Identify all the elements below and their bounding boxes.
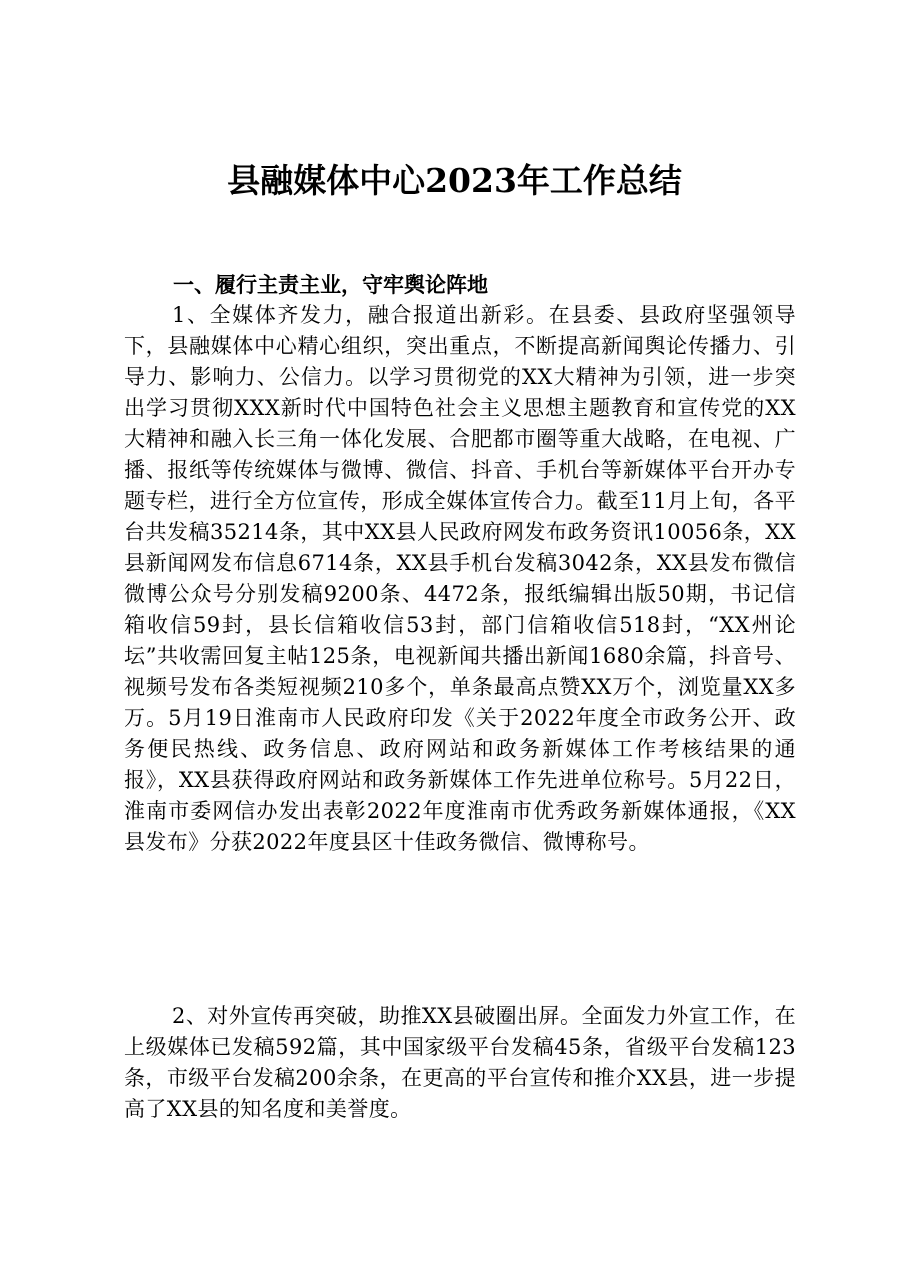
section-heading: 一、履行主责主业，守牢舆论阵地	[173, 273, 488, 297]
document-title: 县融媒体中心2023年工作总结	[227, 161, 682, 200]
paragraph-2: 2、对外宣传再突破，助推XX县破圈出屏。全面发力外宣工作，在上级媒体已发稿592篇，其中国家级平台发稿45条，省级平台发稿123条，市级平台发稿200余条，在更高的平台宣传和推介XX县，进一步提高了XX县的知名度和美誉度。	[124, 1004, 796, 1121]
paragraph-1: 1、全媒体齐发力，融合报道出新彩。在县委、县政府坚强领导下，县融媒体中心精心组织，突出重点，不断提高新闻舆论传播力、引导力、影响力、公信力。以学习贯彻党的XX大精神为引领，进一步突出学习贯彻XXX新时代中国特色社会主义思想主题教育和宣传党的XX大精神和融入长三角一体化发展、合肥都市圈等重大战略，在电视、广播、报纸等传统媒体与微博、微信、抖音、手机台等新媒体平台开办专题专栏，进行全方位宣传，形成全媒体宣传合力。截至11月上旬，各平台共发稿35214条，其中XX县人民政府网发布政务资讯10056条，XX县新闻网发布信息6714条，XX县手机台发稿3042条，XX县发布微信微博公众号分别发稿9200条、4472条，报纸编辑出版50期，书记信箱收信59封，县长信箱收信53封，部门信箱收信518封，“XX州论坛”共收需回复主帖125条，电视新闻共播出新闻1680余篇，抖音号、视频号发布各类短视频210多个，单条最高点赞XX万个，浏览量XX多万。5月19日淮南市人民政府印发《关于2022年度全市政务公开、政务便民热线、政务信息、政府网站和政务新媒体工作考核结果的通报》，XX县获得政府网站和政务新媒体工作先进单位称号。5月22日，淮南市委网信办发出表彰2022年度淮南市优秀政务新媒体通报，《XX县发布》分获2022年度县区十佳政务微信、微博称号。	[124, 303, 796, 854]
